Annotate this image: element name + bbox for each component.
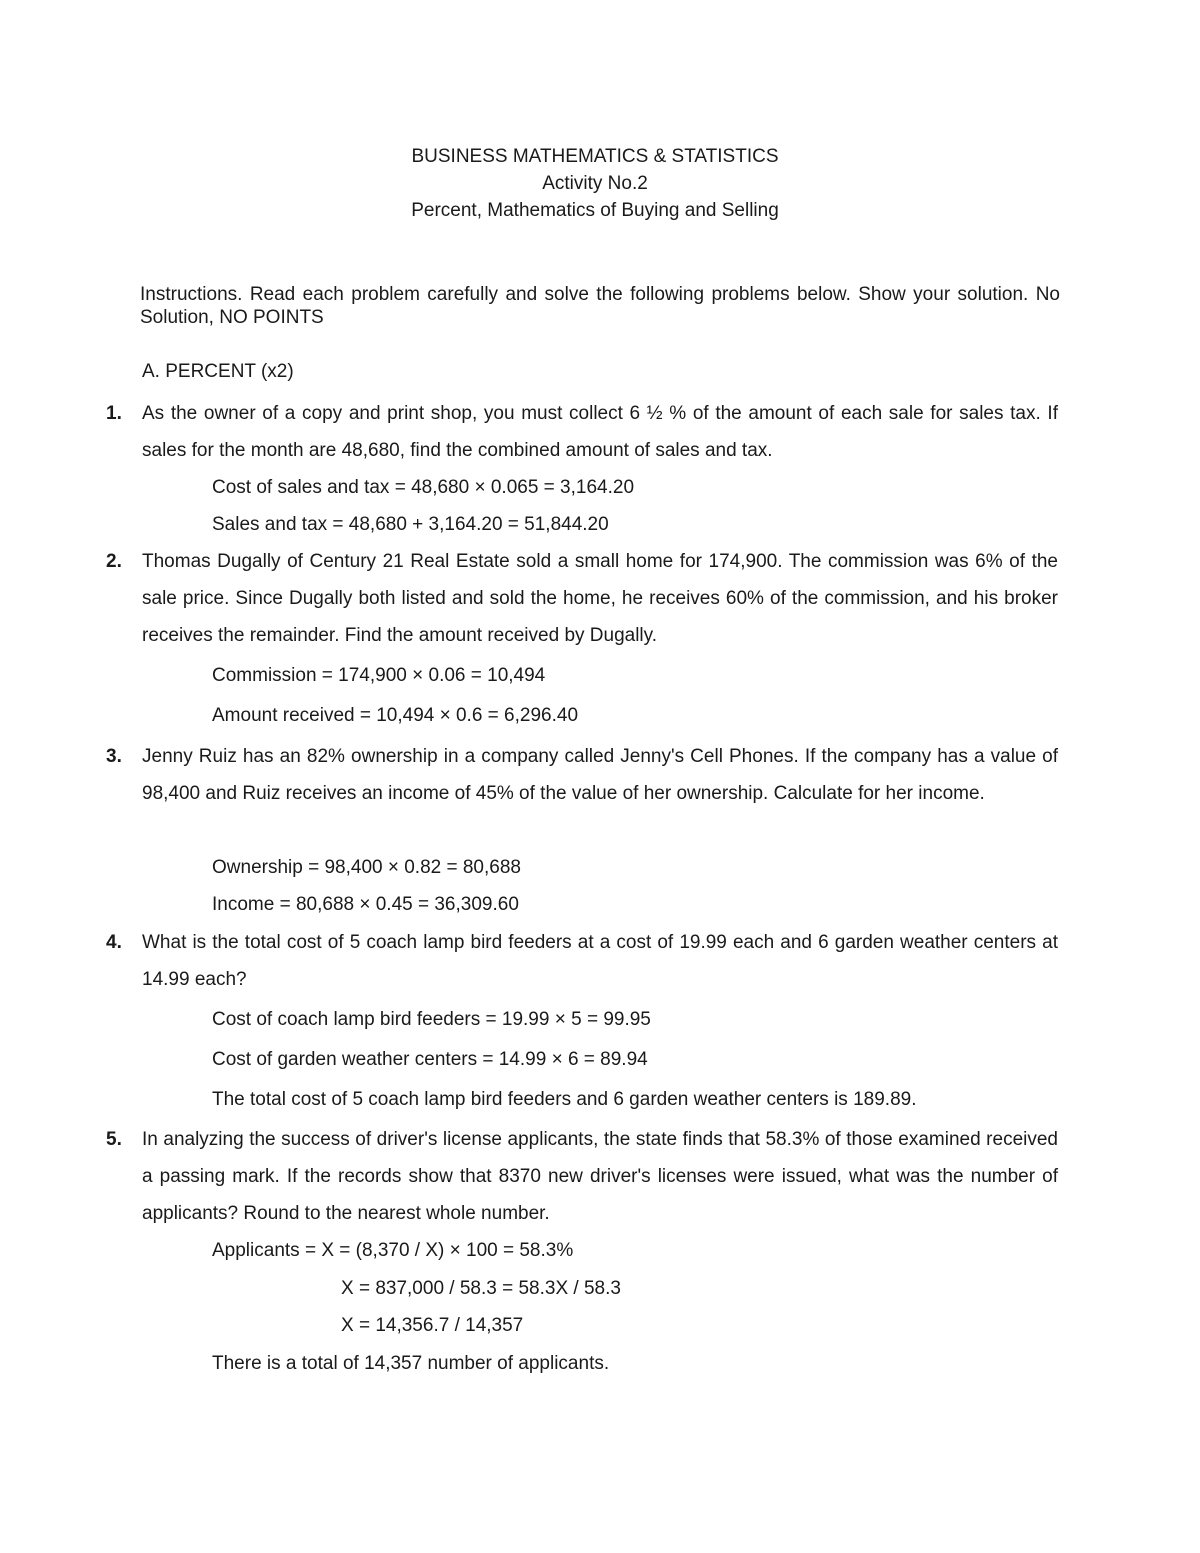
problem-number: 4.	[106, 932, 122, 953]
document-title: BUSINESS MATHEMATICS & STATISTICS	[411, 146, 779, 167]
solution-line: Commission = 174,900 × 0.06 = 10,494	[212, 665, 546, 686]
solution-line: There is a total of 14,357 number of applicants.	[212, 1353, 610, 1374]
problem-text: In analyzing the success of driver's license applicants, the state finds that 58.3% of those examined received a passing mark. If the records show that 8370 new driver's licenses were issued, what was the number of applicants? Round to the nearest whole number.	[142, 1129, 1058, 1224]
activity-topic: Percent, Mathematics of Buying and Selling	[411, 200, 779, 221]
solution-line: Applicants = X = (8,370 / X) × 100 = 58.3%	[212, 1240, 574, 1261]
solution-line: X = 14,356.7 / 14,357	[341, 1315, 524, 1336]
document-header	[0, 143, 1190, 224]
section-heading: A. PERCENT (x2)	[142, 361, 294, 382]
solution-line: Income = 80,688 × 0.45 = 36,309.60	[212, 894, 519, 915]
problem-number: 3.	[106, 746, 122, 767]
solution-line: Cost of sales and tax = 48,680 × 0.065 = 3,164.20	[212, 477, 635, 498]
solution-line: The total cost of 5 coach lamp bird feeders and 6 garden weather centers is 189.89.	[212, 1089, 917, 1110]
problem-number: 1.	[106, 403, 122, 424]
problem-text: Thomas Dugally of Century 21 Real Estate sold a small home for 174,900. The commission was 6% of the sale price. Since Dugally both listed and sold the home, he receives 60% of the commission, and his broker receives the remainder. Find the amount received by Dugally.	[142, 551, 1058, 646]
instructions-text: Instructions. Read each problem carefully and solve the following problems below. Show your solution. No Solution, NO POINTS	[140, 284, 1060, 328]
solution-line: Cost of coach lamp bird feeders = 19.99 × 5 = 99.95	[212, 1009, 651, 1030]
solution-line: X = 837,000 / 58.3 = 58.3X / 58.3	[341, 1278, 621, 1299]
problem-text: As the owner of a copy and print shop, you must collect 6 ½ % of the amount of each sale for sales tax. If sales for the month are 48,680, find the combined amount of sales and tax.	[142, 403, 1058, 461]
activity-number: Activity No.2	[542, 173, 648, 194]
problem-number: 2.	[106, 551, 122, 572]
solution-line: Ownership = 98,400 × 0.82 = 80,688	[212, 857, 521, 878]
problem-number: 5.	[106, 1129, 122, 1150]
problem-text: What is the total cost of 5 coach lamp bird feeders at a cost of 19.99 each and 6 garden weather centers at 14.99 each?	[142, 932, 1058, 990]
solution-line: Sales and tax = 48,680 + 3,164.20 = 51,844.20	[212, 514, 609, 535]
solution-line: Cost of garden weather centers = 14.99 × 6 = 89.94	[212, 1049, 648, 1070]
problem-text: Jenny Ruiz has an 82% ownership in a company called Jenny's Cell Phones. If the company has a value of 98,400 and Ruiz receives an income of 45% of the value of her ownership. Calculate for her income.	[142, 746, 1058, 804]
solution-line: Amount received = 10,494 × 0.6 = 6,296.40	[212, 705, 579, 726]
